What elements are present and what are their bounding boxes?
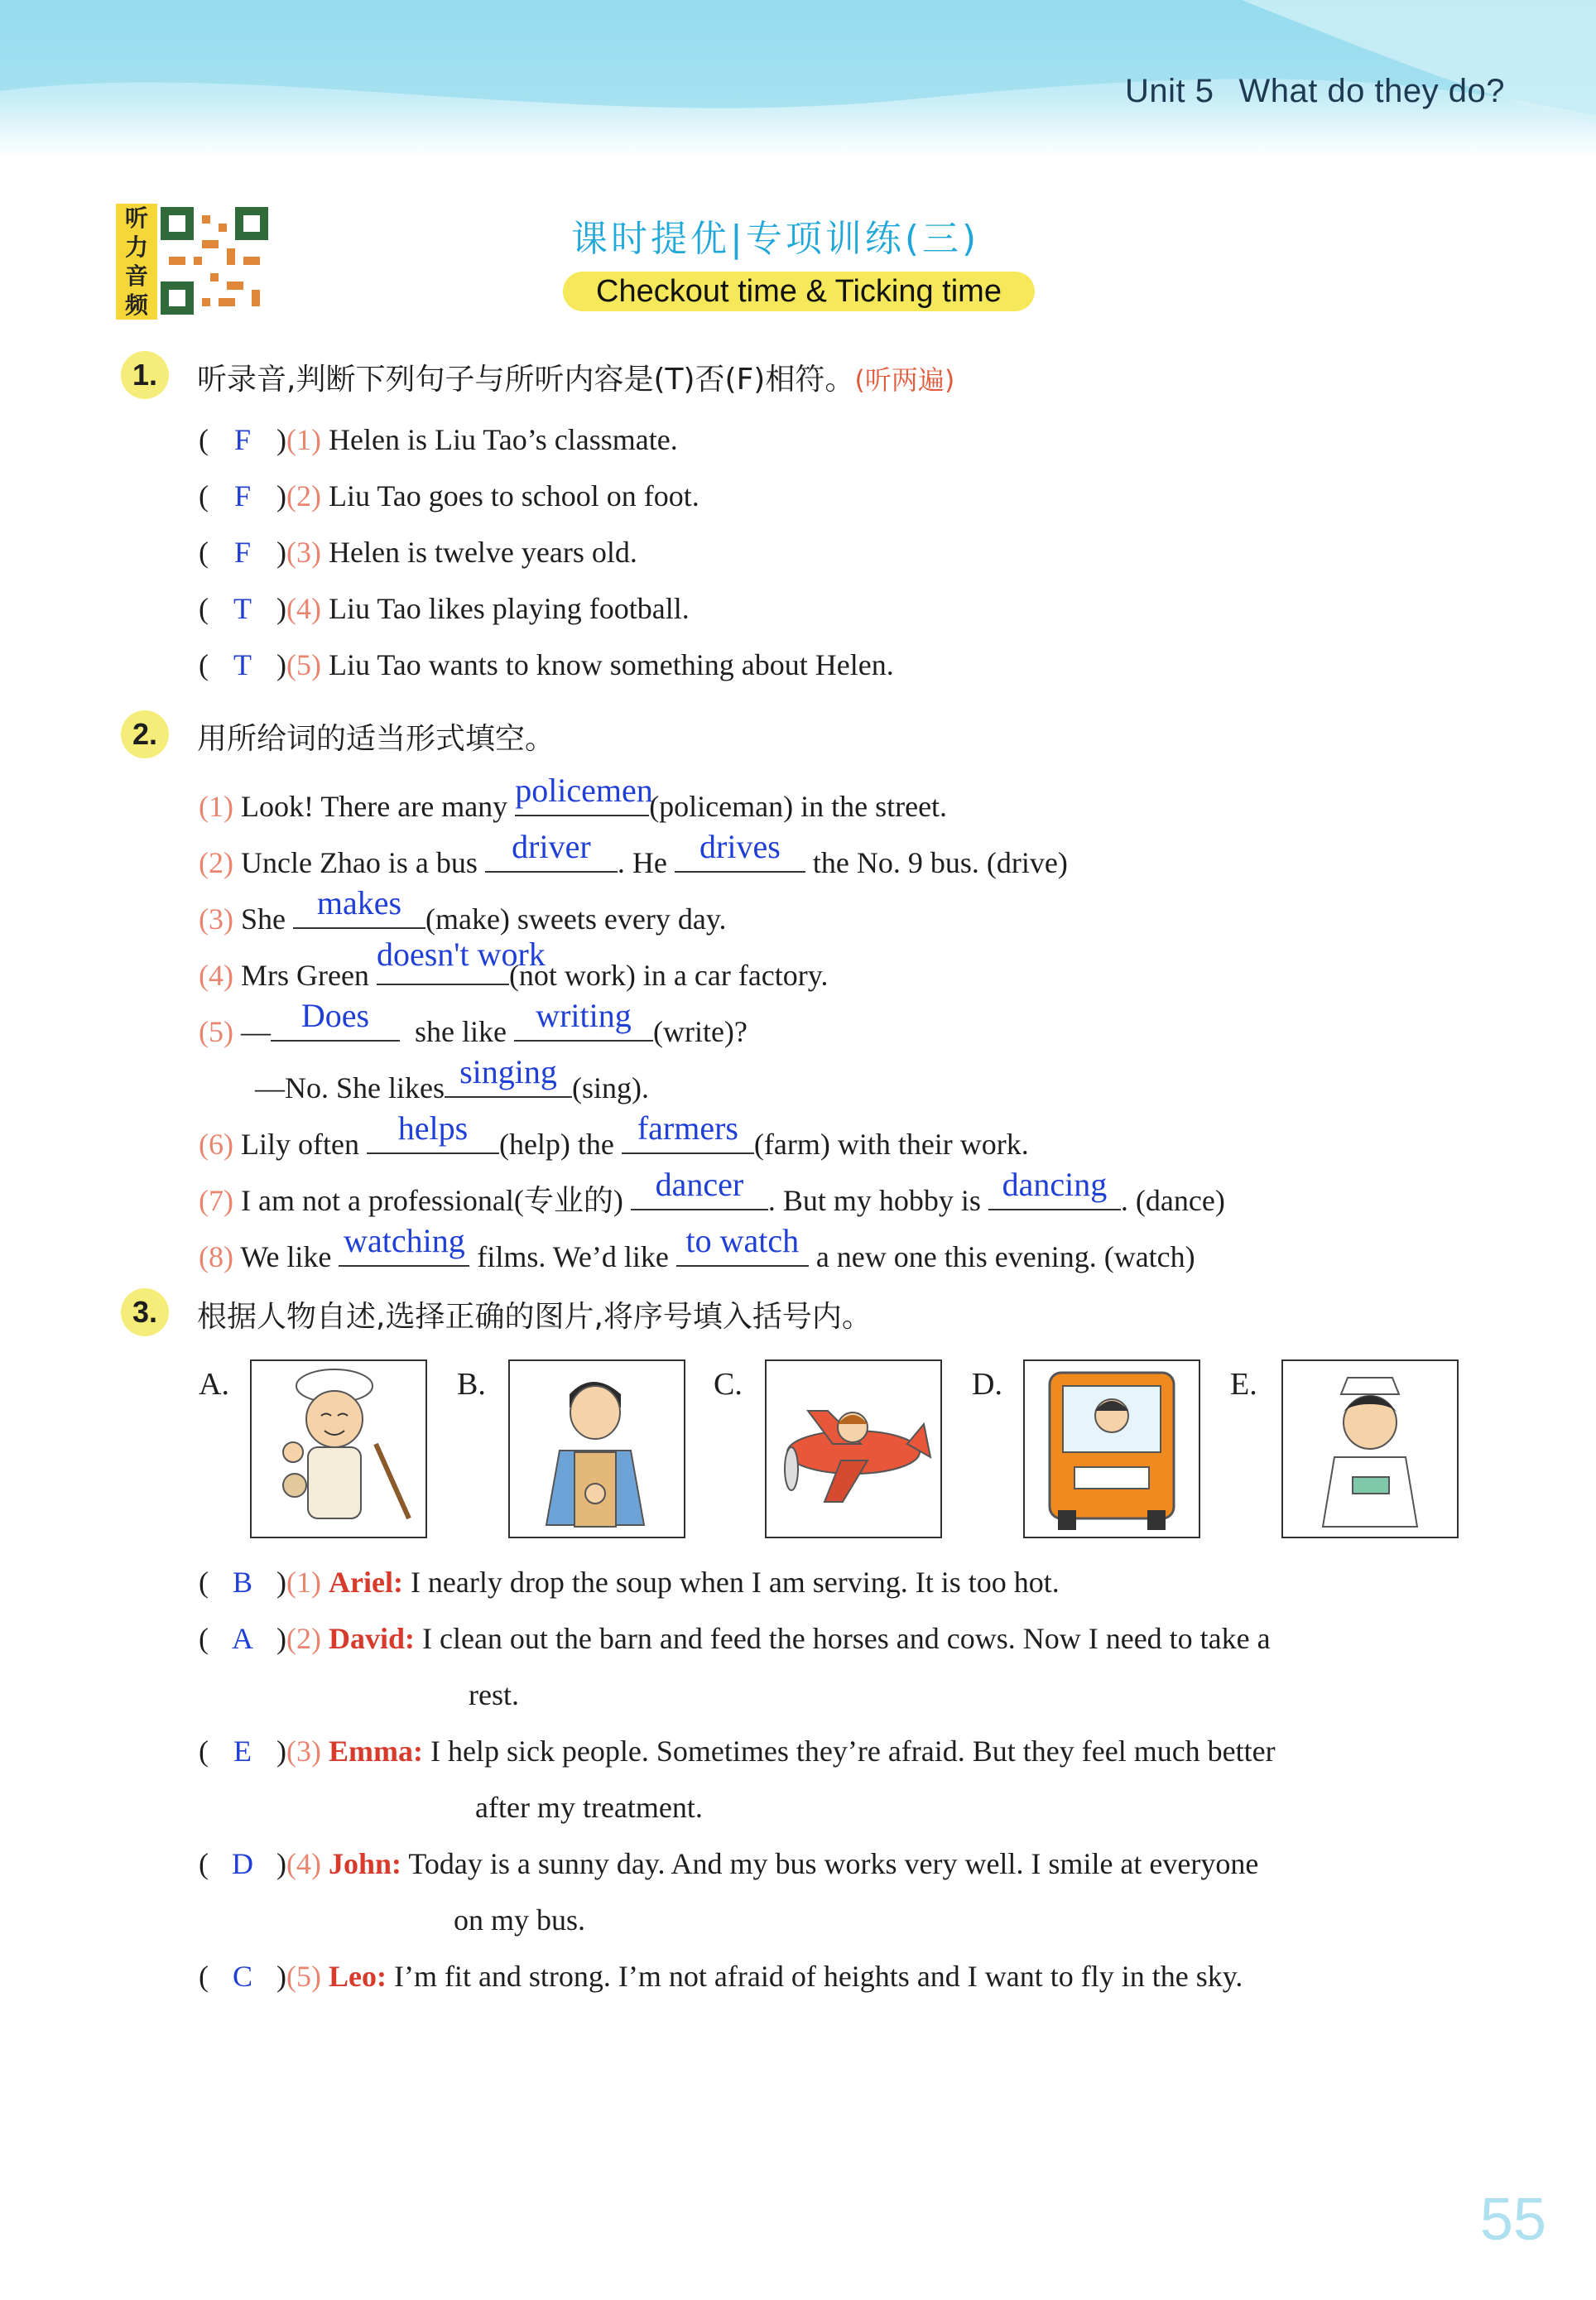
picture-label: B. (457, 1367, 486, 1402)
answer: D (232, 1847, 253, 1880)
item-text: I’m fit and strong. I’m not afraid of heights and I want to fly in the sky. (393, 1960, 1243, 1993)
item-number: (5) (286, 648, 321, 681)
question-number: 2. (121, 710, 169, 758)
picture-label: A. (199, 1367, 229, 1402)
item-text: (farm) with their work. (753, 1128, 1029, 1161)
answer: helps (397, 1109, 469, 1147)
picture-label: E. (1230, 1367, 1257, 1402)
answer-blank (988, 1166, 1121, 1210)
audio-label (116, 204, 157, 320)
item-text: —No. She likes (255, 1071, 445, 1104)
answer: policemen (515, 772, 653, 809)
item-text: Liu Tao wants to know something about Helen. (328, 648, 894, 681)
answer: writing (536, 997, 632, 1034)
item-number: (7) (199, 1184, 233, 1217)
answer-blank (445, 1053, 572, 1098)
item-text: . (dance) (1120, 1184, 1225, 1217)
list-item: ( B )(1) Ariel: I nearly drop the soup when I am serving. It is too hot. (199, 1566, 1060, 1599)
item-text: I nearly drop the soup when I am serving. It is too hot. (410, 1566, 1060, 1599)
answer: B (232, 1566, 252, 1599)
item-number: (2) (199, 846, 233, 879)
item-text: . But my hobby is (767, 1184, 981, 1217)
list-item: ( C )(5) Leo: I’m fit and strong. I’m not afraid of heights and I want to fly in the sky. (199, 1960, 1243, 1993)
item-text: Helen is twelve years old. (328, 536, 637, 569)
answer-blank (622, 1109, 754, 1154)
answer: doesn't work (376, 936, 546, 973)
item-text: Uncle Zhao is a bus (240, 846, 478, 879)
speaker-name: John: (328, 1847, 402, 1880)
answer: F (233, 479, 252, 512)
answer: C (232, 1960, 252, 1993)
answer: Does (300, 997, 370, 1034)
answer: F (233, 423, 252, 456)
item-text: (policeman) in the street. (649, 790, 948, 823)
answer: E (233, 1735, 252, 1768)
list-item: ( F )(2) Liu Tao goes to school on foot. (199, 479, 699, 512)
list-item: ( D )(4) John: Today is a sunny day. And my bus works very well. I smile at everyone (199, 1847, 1259, 1880)
list-item-continuation: on my bus. (454, 1903, 586, 1937)
list-item: ( F )(1) Helen is Liu Tao’s classmate. (199, 423, 678, 456)
speaker-name: Leo: (328, 1960, 387, 1993)
item-text: (not work) in a car factory. (508, 959, 829, 992)
item-number: (4) (286, 592, 321, 625)
item-text: the No. 9 bus. (drive) (812, 846, 1068, 879)
fill-line (255, 1053, 649, 1105)
picture-bus-driver (1023, 1359, 1200, 1538)
item-text: she like (414, 1015, 507, 1048)
speaker-name: Emma: (328, 1735, 423, 1768)
item-text: films. We’d like (477, 1240, 669, 1273)
answer-blank (676, 1222, 809, 1267)
answer-blank (367, 1109, 499, 1154)
answer: farmers (637, 1109, 738, 1147)
question-instruction: 用所给词的适当形式填空。 (197, 722, 555, 756)
item-number: (4) (286, 1847, 321, 1880)
answer: to watch (685, 1222, 800, 1259)
item-number: (5) (199, 1015, 233, 1048)
fill-line (199, 1109, 1029, 1162)
answer: driver (512, 828, 591, 865)
question-instruction: 根据人物自述,选择正确的图片,将序号填入括号内。 (197, 1300, 872, 1334)
item-number: (2) (286, 479, 321, 512)
list-item: ( T )(5) Liu Tao wants to know something about Helen. (199, 648, 894, 681)
item-number: (2) (286, 1622, 321, 1655)
item-number: (1) (286, 1566, 321, 1599)
item-text: Liu Tao likes playing football. (328, 592, 690, 625)
item-text: (help) the (498, 1128, 614, 1161)
item-text: I am not a professional(专业的) (240, 1184, 623, 1217)
fill-line (199, 828, 1068, 880)
picture-waiter (508, 1359, 685, 1538)
answer: A (232, 1622, 253, 1655)
answer-blank (339, 1222, 469, 1267)
answer: dancing (1002, 1166, 1108, 1203)
question-instruction (197, 356, 954, 398)
item-text: We like (240, 1240, 332, 1273)
item-text: I help sick people. Sometimes they’re afraid. But they feel much better (430, 1735, 1276, 1768)
picture-pilot (765, 1359, 942, 1538)
qr-code-icon[interactable] (161, 207, 268, 315)
answer: T (233, 648, 252, 681)
item-text: Helen is Liu Tao’s classmate. (328, 423, 678, 456)
speaker-name: Ariel: (328, 1566, 403, 1599)
list-item-continuation: after my treatment. (475, 1791, 703, 1824)
list-item: ( A )(2) David: I clean out the barn and feed the horses and cows. Now I need to take a (199, 1622, 1271, 1655)
audio-label-char: 频 (124, 291, 148, 319)
answer-blank (271, 997, 400, 1042)
item-text: (make) sweets every day. (425, 902, 727, 936)
fill-line (199, 884, 727, 936)
unit-label: Unit 5 (1124, 73, 1214, 109)
item-number: (3) (286, 1735, 321, 1768)
answer: dancer (655, 1166, 744, 1203)
item-text: — (240, 1015, 271, 1048)
answer-blank (515, 772, 653, 816)
answer-blank (293, 884, 425, 929)
picture-label: D. (972, 1367, 1002, 1402)
answer-blank (631, 1166, 768, 1210)
question-number: 3. (121, 1288, 169, 1336)
fill-line (199, 936, 829, 993)
page-title (571, 209, 979, 262)
answer: singing (459, 1053, 557, 1090)
item-text: a new one this evening. (watch) (815, 1240, 1195, 1273)
subtitle-pill: Checkout time & Ticking time (563, 272, 1035, 311)
item-number: (3) (199, 902, 233, 936)
item-number: (6) (199, 1128, 233, 1161)
list-item: ( F )(3) Helen is twelve years old. (199, 536, 637, 569)
answer-blank (675, 828, 805, 873)
list-item: ( T )(4) Liu Tao likes playing football. (199, 592, 690, 625)
list-item-continuation: rest. (469, 1678, 519, 1711)
answer: makes (316, 884, 402, 921)
instruction-text: 听录音,判断下列句子与所听内容是(T)否(F)相符。 (197, 363, 855, 397)
page-number: 55 (1479, 2187, 1546, 2253)
item-text: She (240, 902, 286, 936)
instruction-note: (听两遍) (854, 364, 955, 396)
answer: drives (699, 828, 781, 865)
item-text: Today is a sunny day. And my bus works very well. I smile at everyone (408, 1847, 1259, 1880)
answer: F (233, 536, 252, 569)
audio-label-char: 听 (124, 204, 148, 232)
item-text: . He (617, 846, 667, 879)
item-number: (3) (286, 536, 321, 569)
question-number: 1. (121, 351, 169, 399)
answer-blank (514, 997, 653, 1042)
title-right: 专项训练(三) (745, 218, 980, 260)
item-number: (8) (199, 1240, 233, 1273)
audio-label-char: 力 (124, 233, 148, 261)
audio-label-char: 音 (124, 262, 148, 290)
picture-label: C. (714, 1367, 743, 1402)
item-text: I clean out the barn and feed the horses and cows. Now I need to take a (422, 1622, 1271, 1655)
title-separator: | (730, 218, 746, 260)
item-text: Mrs Green (240, 959, 369, 992)
item-number: (1) (199, 790, 233, 823)
title-left: 课时提优 (571, 218, 730, 260)
speaker-name: David: (328, 1622, 415, 1655)
running-header (1100, 73, 1505, 110)
fill-line (199, 997, 748, 1049)
item-text: Look! There are many (240, 790, 508, 823)
item-text: Lily often (240, 1128, 359, 1161)
answer-blank (485, 828, 618, 873)
item-text: Liu Tao goes to school on foot. (328, 479, 699, 512)
picture-nurse (1281, 1359, 1459, 1538)
answer-blank (376, 936, 546, 985)
picture-farmer (250, 1359, 427, 1538)
answer: T (233, 592, 252, 625)
item-text: (write)? (652, 1015, 748, 1048)
item-number: (5) (286, 1960, 321, 1993)
answer: watching (344, 1222, 465, 1259)
fill-line (199, 772, 948, 824)
item-number: (1) (286, 423, 321, 456)
item-text: (sing). (572, 1071, 649, 1104)
list-item: ( E )(3) Emma: I help sick people. Sometimes they’re afraid. But they feel much better (199, 1735, 1276, 1768)
fill-line (199, 1222, 1195, 1274)
fill-line (199, 1166, 1225, 1220)
unit-title: What do they do? (1238, 73, 1505, 109)
item-number: (4) (199, 959, 233, 992)
